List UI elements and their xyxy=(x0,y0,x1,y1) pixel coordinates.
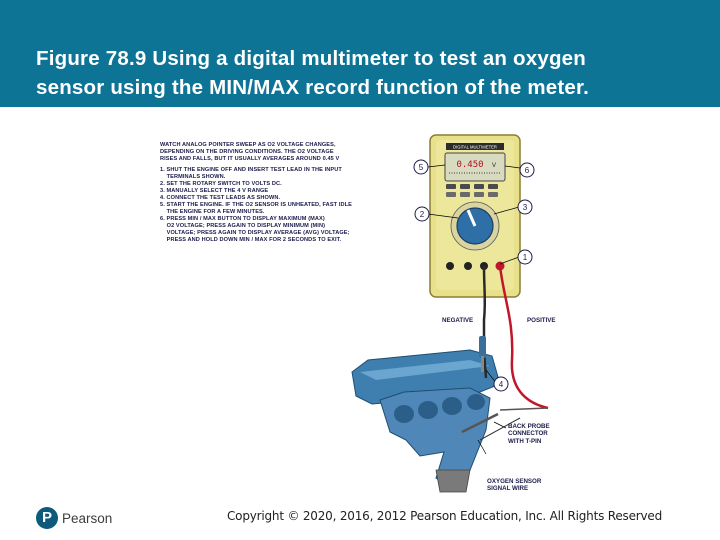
back-probe-line: BACK PROBE xyxy=(508,423,550,430)
step-line: 4. CONNECT THE TEST LEADS AS SHOWN. xyxy=(160,195,281,201)
intro-line: WATCH ANALOG POINTER SWEEP AS O2 VOLTAGE CHANGES, xyxy=(160,142,336,148)
callout-2 xyxy=(415,207,429,221)
step-line: VOLTAGE; PRESS AGAIN TO DISPLAY AVERAGE (AVG) VOLTAGE; xyxy=(160,230,350,236)
callout-3 xyxy=(518,200,532,214)
step-line: THE ENGINE FOR A FEW MINUTES. xyxy=(160,209,265,215)
back-probe-line: CONNECTOR xyxy=(508,430,548,438)
intro-line: RISES AND FALLS, BUT IT USUALLY AVERAGES AROUND 0.45 V xyxy=(160,156,340,162)
step-line: TERMINALS SHOWN. xyxy=(160,174,226,180)
back-probe-label xyxy=(508,423,550,445)
step-line: 5. START THE ENGINE. IF THE O2 SENSOR IS UNHEATED, FAST IDLE xyxy=(160,202,352,208)
svg-text:3: 3 xyxy=(522,203,528,212)
oxygen-sensor-label xyxy=(487,478,541,493)
svg-text:6: 6 xyxy=(524,166,530,175)
meter-reading: 0.450 xyxy=(456,160,484,170)
copyright-notice: Copyright © 2020, 2016, 2012 Pearson Education, Inc. All Rights Reserved xyxy=(227,509,662,523)
meter-brand: DIGITAL MULTIMETER xyxy=(453,144,497,150)
step-line: 6. PRESS MIN / MAX BUTTON TO DISPLAY MAXIMUM (MAX) xyxy=(160,216,325,222)
svg-text:2: 2 xyxy=(419,210,425,219)
step-line: 1. SHUT THE ENGINE OFF AND INSERT TEST LEAD IN THE INPUT xyxy=(160,167,342,173)
logo-letter: P xyxy=(41,509,52,526)
instructions-steps xyxy=(160,167,400,244)
instructions-text xyxy=(160,142,400,244)
step-line: O2 VOLTAGE; PRESS AGAIN TO DISPLAY MINIMUM (MIN) xyxy=(160,223,326,229)
meter-unit: V xyxy=(492,163,497,169)
callout-4 xyxy=(494,377,508,391)
svg-text:5: 5 xyxy=(418,163,424,172)
callout-6 xyxy=(520,163,534,177)
callout-1 xyxy=(518,250,532,264)
slide-title-line-1: Figure 78.9 Using a digital multimeter to test an oxygen xyxy=(36,47,587,70)
title-banner xyxy=(0,0,720,107)
pearson-wordmark: Pearson xyxy=(62,510,113,526)
instructions-intro xyxy=(160,142,400,163)
slide-title xyxy=(36,44,706,102)
back-probe-line: WITH T-PIN xyxy=(508,437,542,445)
intro-line: DEPENDING ON THE DRIVING CONDITIONS. THE O2 VOLTAGE xyxy=(160,149,334,155)
negative-label: NEGATIVE xyxy=(442,317,474,324)
svg-text:1: 1 xyxy=(522,253,528,262)
oxygen-sensor-line: OXYGEN SENSOR xyxy=(487,478,542,485)
oxygen-sensor-line: SIGNAL WIRE xyxy=(487,485,529,493)
step-line: 3. MANUALLY SELECT THE 4 V RANGE xyxy=(160,188,269,194)
positive-label: POSITIVE xyxy=(527,317,556,324)
svg-text:4: 4 xyxy=(498,380,504,389)
engine-block xyxy=(352,350,500,492)
callout-5 xyxy=(414,160,428,174)
pearson-logo xyxy=(36,506,112,530)
step-line: PRESS AND HOLD DOWN MIN / MAX FOR 2 SECONDS TO EXIT. xyxy=(160,237,342,243)
step-line: 2. SET THE ROTARY SWITCH TO VOLTS DC. xyxy=(160,181,282,187)
pearson-logo-icon xyxy=(36,507,58,529)
slide-title-line-2: sensor using the MIN/MAX record function of the meter. xyxy=(36,76,589,99)
